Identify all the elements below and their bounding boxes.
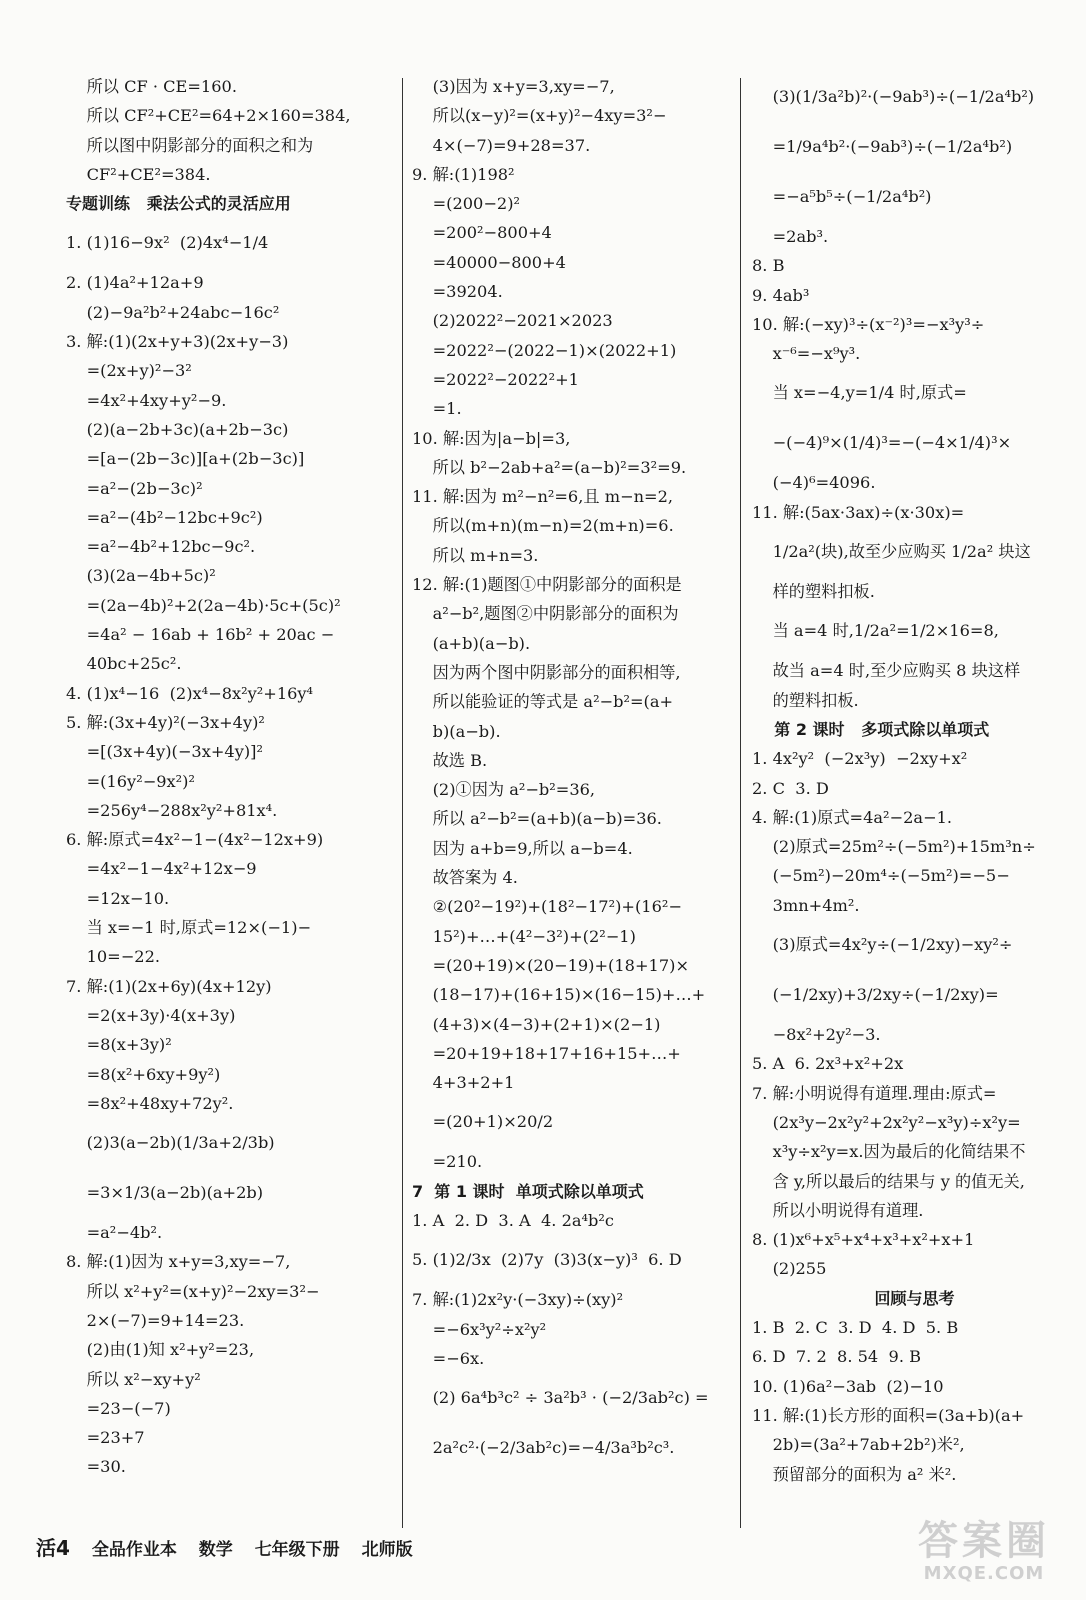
answer-line: =−a⁵b⁵÷(−1/2a⁴b²) <box>752 187 932 206</box>
answer-line: 所以图中阴影部分的面积之和为 <box>66 135 314 155</box>
answer-line: 所以 a²−b²=(a+b)(a−b)=36. <box>412 809 662 829</box>
answer-line: =(2x+y)²−3² <box>66 361 192 381</box>
answer-line: 预留部分的面积为 a² 米². <box>752 1464 957 1484</box>
answer-line: 8. B <box>752 256 785 276</box>
answer-line: (18−17)+(16+15)×(16−15)+…+ <box>412 985 706 1005</box>
answer-line: 故选 B. <box>412 750 488 770</box>
answer-line: 1. B 2. C 3. D 4. D 5. B <box>752 1318 959 1338</box>
answer-line: (−4)⁶=4096. <box>752 473 876 493</box>
answer-line: (3)(2a−4b+5c)² <box>66 566 216 586</box>
answer-line: 所以 m+n=3. <box>412 545 539 565</box>
answer-line: =−6x³y²÷x²y² <box>412 1319 547 1339</box>
answer-line: =a²−4b²+12bc−9c². <box>66 537 256 557</box>
watermark-url: MXQE.COM <box>923 1563 1045 1584</box>
answer-line: 所以(m+n)(m−n)=2(m+n)=6. <box>412 516 674 536</box>
answer-line: (2)2022²−2021×2023 <box>412 311 613 331</box>
answer-line: =(2a−4b)²+2(2a−4b)·5c+(5c)² <box>66 595 341 615</box>
answer-line: 样的塑料扣板. <box>752 582 875 602</box>
answer-line: 1/2a²(块),故至少应购买 1/2a² 块这 <box>752 542 1031 562</box>
answer-line: 5. (1)2/3x (2)7y (3)3(x−y)³ 6. D <box>412 1250 682 1270</box>
answer-line: =(16y²−9x²)² <box>66 771 195 791</box>
answer-line: (2)−9a²b²+24abc−16c² <box>66 302 280 322</box>
answer-line: 故答案为 4. <box>412 868 518 888</box>
answer-line: =a²−4b². <box>66 1223 163 1243</box>
answer-line: 7. 解:(1)2x²y·(−3xy)÷(xy)² <box>412 1290 624 1310</box>
answer-line: (2)原式=25m²÷(−5m²)+15m³n÷ <box>752 837 1036 857</box>
answer-line: =2022²−2022²+1 <box>412 369 579 389</box>
answer-line: 因为两个图中阴影部分的面积相等, <box>412 662 681 682</box>
section-heading: 第 2 课时 多项式除以单项式 <box>752 719 990 739</box>
answer-line: =2(x+3y)·4(x+3y) <box>66 1005 236 1025</box>
answer-line: =23+7 <box>66 1428 145 1448</box>
answer-line: 4. (1)x⁴−16 (2)x⁴−8x²y²+16y⁴ <box>66 683 314 703</box>
answer-line: 所以能验证的等式是 a²−b²=(a+ <box>412 692 674 712</box>
answer-line: (3)(1/3a²b)²·(−9ab³)÷(−1/2a⁴b²) <box>752 87 1035 106</box>
answer-line: (2)由(1)知 x²+y²=23, <box>66 1340 255 1360</box>
answer-line: =(20+19)×(20−19)+(18+17)× <box>412 955 690 975</box>
answer-line: 3. 解:(1)(2x+y+3)(2x+y−3) <box>66 332 289 352</box>
answer-line: 因为 a+b=9,所以 a−b=4. <box>412 838 633 858</box>
answer-line: a²−b²,题图②中阴影部分的面积为 <box>412 604 679 624</box>
footer-brand: 活4 <box>36 1536 70 1560</box>
answer-line: 所以 CF · CE=160. <box>66 77 237 96</box>
answer-line: 1. (1)16−9x² (2)4x⁴−1/4 <box>66 233 269 253</box>
answer-line: =256y⁴−288x²y²+81x⁴. <box>66 800 278 820</box>
answer-line: =3×1/3(a−2b)(a+2b) <box>66 1183 264 1203</box>
answer-line: CF²+CE²=384. <box>66 164 211 184</box>
answer-line: =200²−800+4 <box>412 223 552 243</box>
answer-line: (−5m²)−20m⁴÷(−5m²)=−5− <box>752 866 1010 886</box>
footer-subject: 数学 <box>198 1540 233 1560</box>
answer-line: x³y÷x²y=x.因为最后的化简结果不 <box>752 1142 1026 1162</box>
answer-line: 9. 4ab³ <box>752 285 810 305</box>
answer-line: =1/9a⁴b²·(−9ab³)÷(−1/2a⁴b²) <box>752 137 1013 156</box>
answer-line: =4a² − 16ab + 16b² + 20ac − <box>66 625 335 645</box>
answer-line: =40000−800+4 <box>412 252 566 272</box>
answer-line: =4x²−1−4x²+12x−9 <box>66 859 257 879</box>
answer-line: (3)原式=4x²y÷(−1/2xy)−xy²÷ <box>752 935 1013 955</box>
footer-book-title: 全品作业本 <box>91 1540 177 1560</box>
answer-line: (−1/2xy)+3/2xy÷(−1/2xy)= <box>752 985 999 1005</box>
answer-line: 所以 b²−2ab+a²=(a−b)²=3²=9. <box>412 457 687 477</box>
answer-line: 所以 x²+y²=(x+y)²−2xy=3²− <box>66 1281 320 1301</box>
answer-line: 9. 解:(1)198² <box>412 164 515 184</box>
answer-line: 1. A 2. D 3. A 4. 2a⁴b²c <box>412 1210 614 1230</box>
section-heading: 7 第 1 课时 单项式除以单项式 <box>412 1181 644 1201</box>
answer-line: =a²−(2b−3c)² <box>66 478 203 498</box>
answer-line: =30. <box>66 1457 126 1477</box>
answer-line: 11. 解:(1)长方形的面积=(3a+b)(a+ <box>752 1405 1025 1425</box>
answer-line: (2)①因为 a²−b²=36, <box>412 780 596 800</box>
answer-line: =210. <box>412 1152 483 1172</box>
answer-line: 4+3+2+1 <box>412 1073 515 1093</box>
answer-line: 7. 解:(1)(2x+6y)(4x+12y) <box>66 976 272 996</box>
answer-line: 11. 解:(5ax·3ax)÷(x·30x)= <box>752 502 965 522</box>
answer-line: 3mn+4m². <box>752 895 860 915</box>
answer-line: 15²)+…+(4²−3²)+(2²−1) <box>412 926 636 946</box>
answer-line: 7. 解:小明说得有道理.理由:原式= <box>752 1083 997 1103</box>
answer-line: (3)因为 x+y=3,xy=−7, <box>412 77 615 96</box>
answer-line: 当 a=4 时,1/2a²=1/2×16=8, <box>752 621 999 641</box>
answer-column-1 <box>66 72 400 1512</box>
answer-line: 所以 x²−xy+y² <box>66 1369 201 1389</box>
answer-line: =8(x²+6xy+9y²) <box>66 1064 221 1084</box>
answer-line: (4+3)×(4−3)+(2+1)×(2−1) <box>412 1014 661 1034</box>
section-heading: 专题训练 乘法公式的灵活应用 <box>66 194 291 214</box>
answer-line: −(−4)⁹×(1/4)³=−(−4×1/4)³× <box>752 433 1012 453</box>
answer-line: =2ab³. <box>752 227 829 246</box>
answer-line: =8(x+3y)² <box>66 1035 172 1055</box>
answer-line: =[a−(2b−3c)][a+(2b−3c)] <box>66 449 305 469</box>
answer-line: 8. (1)x⁶+x⁵+x⁴+x³+x²+x+1 <box>752 1230 975 1250</box>
answer-line: 10. (1)6a²−3ab (2)−10 <box>752 1376 944 1396</box>
answer-line: 所以小明说得有道理. <box>752 1200 924 1220</box>
answer-line: (2)255 <box>752 1259 827 1279</box>
watermark-logo <box>896 1518 1072 1590</box>
answer-line: =−6x. <box>412 1348 485 1368</box>
answer-line: 6. 解:原式=4x²−1−(4x²−12x+9) <box>66 830 324 850</box>
answer-line: 当 x=−1 时,原式=12×(−1)− <box>66 918 312 938</box>
answer-line: 2×(−7)=9+14=23. <box>66 1310 245 1330</box>
answer-line: =(20+1)×20/2 <box>412 1112 554 1132</box>
answer-column-3 <box>752 72 1077 1512</box>
answer-line: 10=−22. <box>66 947 161 967</box>
column-divider-1 <box>402 78 403 1528</box>
answer-line: =[(3x+4y)(−3x+4y)]² <box>66 742 263 762</box>
answer-line: 2b)=(3a²+7ab+2b²)米², <box>752 1435 965 1455</box>
answer-line: 所以 CF²+CE²=64+2×160=384, <box>66 106 351 126</box>
answer-line: 4. 解:(1)原式=4a²−2a−1. <box>752 807 953 827</box>
answer-line: =20+19+18+17+16+15+…+ <box>412 1043 681 1063</box>
answer-line: 5. A 6. 2x³+x²+2x <box>752 1054 904 1074</box>
answer-line: =1. <box>412 399 462 419</box>
watermark-mark: 答案圈 <box>918 1518 1050 1564</box>
answer-line: 10. 解:(−xy)³÷(x⁻²)³=−x³y³÷ <box>752 314 985 334</box>
answer-line: =4x²+4xy+y²−9. <box>66 390 227 410</box>
answer-line: =39204. <box>412 282 503 302</box>
answer-line: 当 x=−4,y=1/4 时,原式= <box>752 383 967 403</box>
answer-line: =8x²+48xy+72y². <box>66 1093 234 1113</box>
answer-line: =12x−10. <box>66 888 170 908</box>
answer-line: b)(a−b). <box>412 721 501 741</box>
answer-line: 10. 解:因为|a−b|=3, <box>412 428 571 448</box>
answer-line: (2)(a−2b+3c)(a+2b−3c) <box>66 419 289 439</box>
answer-line: 所以(x−y)²=(x+y)²−4xy=3²− <box>412 106 667 126</box>
answer-column-2 <box>412 72 732 1512</box>
footer-edition: 北师版 <box>361 1540 413 1560</box>
answer-line: =a²−(4b²−12bc+9c²) <box>66 507 263 527</box>
answer-line: 的塑料扣板. <box>752 690 859 710</box>
answer-line: 含 y,所以最后的结果与 y 的值无关, <box>752 1171 1025 1191</box>
answer-line: =2022²−(2022−1)×(2022+1) <box>412 340 677 360</box>
answer-line: ②(20²−19²)+(18²−17²)+(16²− <box>412 897 682 917</box>
answer-line: 5. 解:(3x+4y)²(−3x+4y)² <box>66 712 265 732</box>
page-footer <box>36 1528 429 1568</box>
answer-line: 2. (1)4a²+12a+9 <box>66 273 204 293</box>
answer-line: 2. C 3. D <box>752 778 829 798</box>
answer-line: =(200−2)² <box>412 194 521 214</box>
answer-line: (2) 6a⁴b³c² ÷ 3a²b³ · (−2/3ab²c) = <box>412 1388 709 1408</box>
answer-line: (2)3(a−2b)(1/3a+2/3b) <box>66 1133 275 1153</box>
answer-line: 1. 4x²y² (−2x³y) −2xy+x² <box>752 749 968 769</box>
answer-line: 2a²c²·(−2/3ab²c)=−4/3a³b²c³. <box>412 1438 675 1458</box>
section-heading: 回顾与思考 <box>874 1288 955 1308</box>
answer-line: 故当 a=4 时,至少应购买 8 块这样 <box>752 661 1021 681</box>
answer-line: (2x³y−2x²y²+2x²y²−x³y)÷x²y= <box>752 1112 1021 1132</box>
answer-line: 12. 解:(1)题图①中阴影部分的面积是 <box>412 575 682 595</box>
column-divider-2 <box>740 78 741 1528</box>
answer-line: −8x²+2y²−3. <box>752 1025 881 1045</box>
answer-line: 11. 解:因为 m²−n²=6,且 m−n=2, <box>412 487 674 507</box>
answer-line: 40bc+25c². <box>66 654 182 674</box>
answer-line: =23−(−7) <box>66 1398 171 1418</box>
answer-line: (a+b)(a−b). <box>412 633 531 653</box>
answer-line: 8. 解:(1)因为 x+y=3,xy=−7, <box>66 1252 291 1272</box>
footer-grade: 七年级下册 <box>254 1540 340 1560</box>
answer-line: x⁻⁶=−x⁹y³. <box>752 344 861 364</box>
answer-line: 6. D 7. 2 8. 54 9. B <box>752 1347 922 1367</box>
answer-line: 4×(−7)=9+28=37. <box>412 135 591 155</box>
